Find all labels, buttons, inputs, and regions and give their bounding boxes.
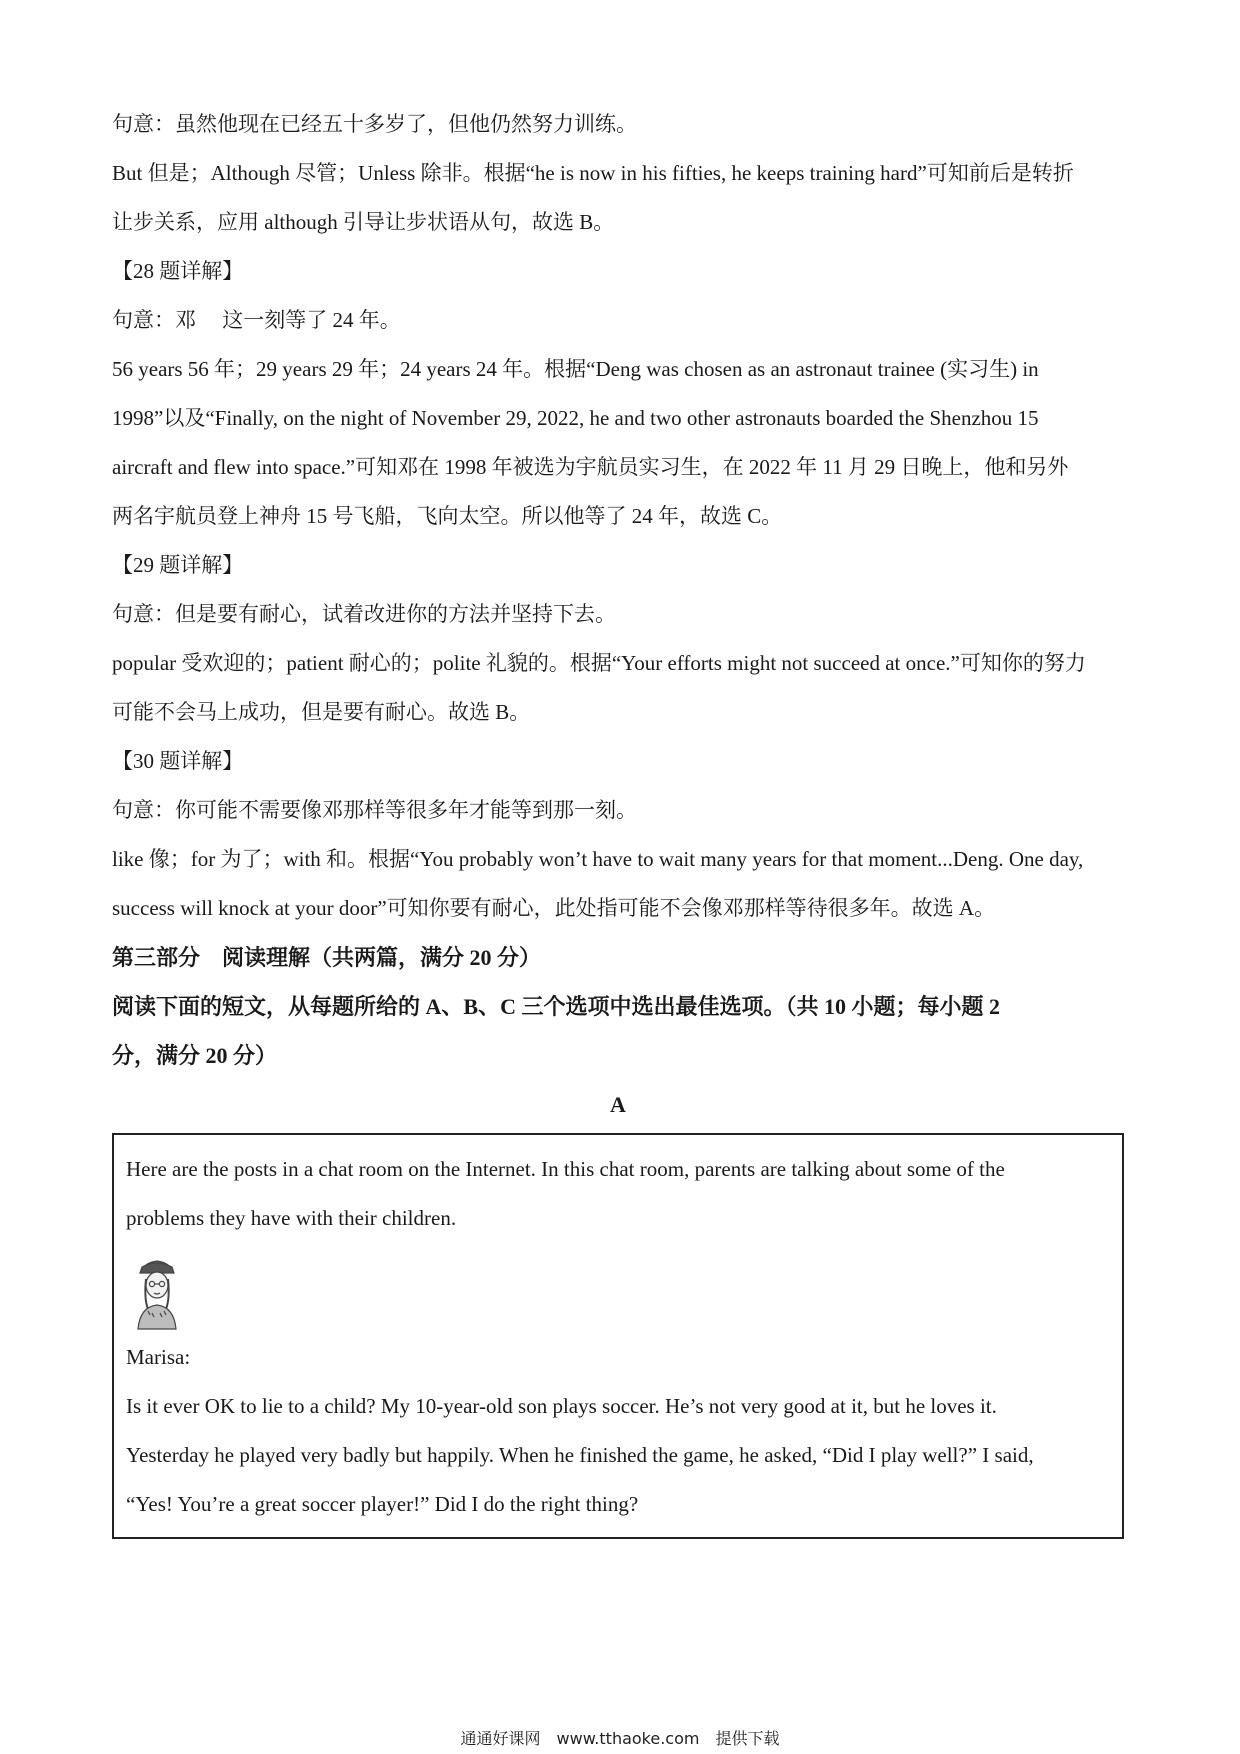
document-page (112, 100, 1132, 1539)
footer-watermark: 通通好课网 www.tthaoke.com 提供下载 (460, 1729, 780, 1748)
avatar (126, 1249, 188, 1331)
poster-name: Marisa: (126, 1345, 191, 1369)
explanation-line: 1998”以及“Finally, on the night of November 29, 2022, he and two other astronauts boarded the Shenzhou 15 (112, 406, 1039, 430)
question-30-heading: 【30 题详解】 (112, 749, 244, 773)
passage-intro: problems they have with their children. (126, 1206, 457, 1230)
explanation-line: 句意：虽然他现在已经五十多岁了，但他仍然努力训练。 (112, 112, 637, 136)
post-line: “Yes! You’re a great soccer player!” Did I do the right thing? (126, 1492, 639, 1516)
explanation-line: 56 years 56 年；29 years 29 年；24 years 24 年。根据“Deng was chosen as an astronaut trainee (实习生) in (112, 357, 1039, 381)
explanation-line: aircraft and flew into space.”可知邓在 1998 年被选为宇航员实习生，在 2022 年 11 月 29 日晚上，他和另外 (112, 455, 1069, 479)
question-29-heading: 【29 题详解】 (112, 553, 244, 577)
post-line: Is it ever OK to lie to a child? My 10-year-old son plays soccer. He’s not very good at it, but he loves it. (126, 1394, 997, 1418)
explanation-line: success will knock at your door”可知你要有耐心，此处指可能不会像邓那样等待很多年。故选 A。 (112, 896, 996, 920)
section-instruction: 分，满分 20 分） (112, 1043, 278, 1068)
explanation-line: 句意：你可能不需要像邓那样等很多年才能等到那一刻。 (112, 798, 637, 822)
passage-label: A (610, 1092, 626, 1117)
explanation-line: popular 受欢迎的；patient 耐心的；polite 礼貌的。根据“Your efforts might not succeed at once.”可知你的努力 (112, 651, 1086, 675)
post-line: Yesterday he played very badly but happily. When he finished the game, he asked, “Did I play well?” I said, (126, 1443, 1034, 1467)
explanation-line: 句意：但是要有耐心，试着改进你的方法并坚持下去。 (112, 602, 616, 626)
explanation-line: 两名宇航员登上神舟 15 号飞船，飞向太空。所以他等了 24 年，故选 C。 (112, 504, 783, 528)
section-instruction: 阅读下面的短文，从每题所给的 A、B、C 三个选项中选出最佳选项。（共 10 小题；每小题 2 (112, 994, 1000, 1019)
explanation-line: like 像；for 为了；with 和。根据“You probably won’t have to wait many years for that moment...Deng. One day, (112, 847, 1084, 871)
explanation-line: 句意：邓 这一刻等了 24 年。 (112, 308, 401, 332)
explanation-line: But 但是；Although 尽管；Unless 除非。根据“he is now in his fifties, he keeps training hard”可知前后是转折 (112, 161, 1074, 185)
section-title: 第三部分 阅读理解（共两篇，满分 20 分） (112, 945, 542, 970)
question-28-heading: 【28 题详解】 (112, 259, 244, 283)
explanation-line: 可能不会马上成功，但是要有耐心。故选 B。 (112, 700, 531, 724)
explanation-line: 让步关系，应用 although 引导让步状语从句，故选 B。 (112, 210, 615, 234)
passage-intro: Here are the posts in a chat room on the Internet. In this chat room, parents are talking about some of the (126, 1157, 1005, 1181)
passage-box (112, 1133, 1124, 1539)
